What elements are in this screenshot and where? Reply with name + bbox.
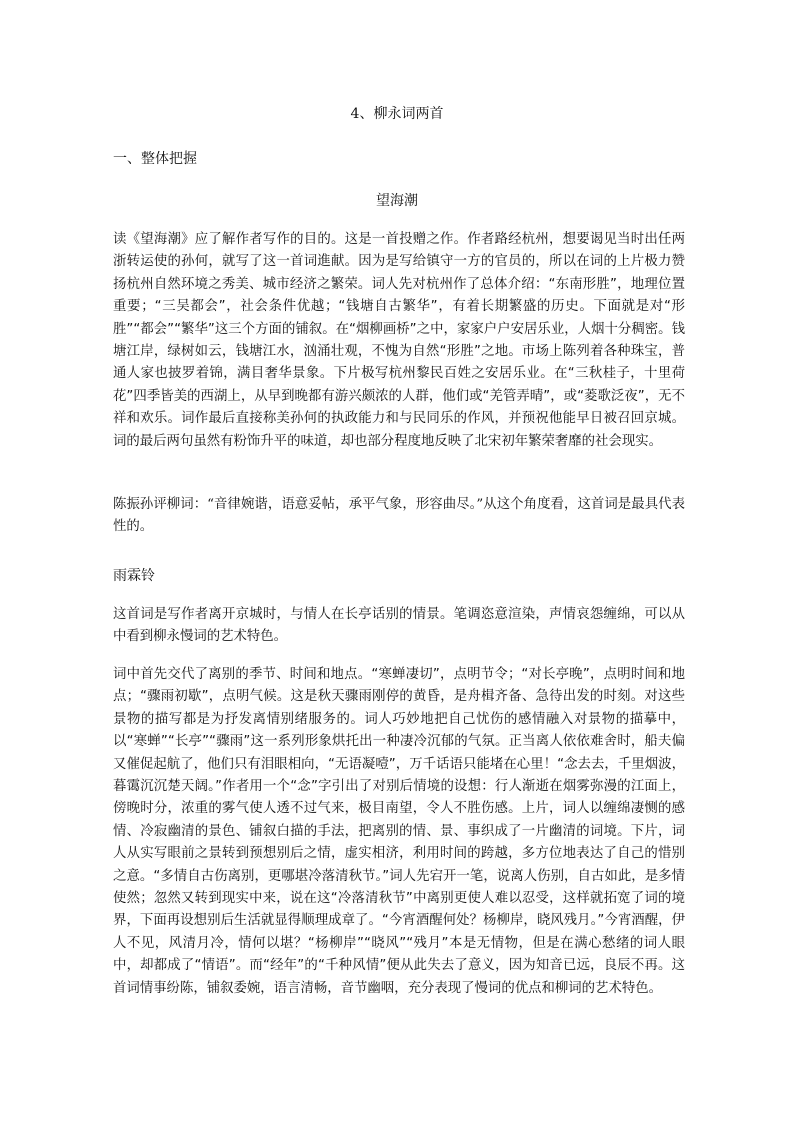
section-heading: 一、整体把握 bbox=[113, 151, 197, 167]
poem2-intro-paragraph: 这首词是写作者离开京城时，与情人在长亭话别的情景。笔调恣意渲染，声情哀怨缠绵，可以从中看到柳永慢词的艺术特色。 bbox=[113, 607, 685, 645]
poem2-analysis-paragraph: 词中首先交代了离别的季节、时间和地点。“寒蝉凄切”，点明节令；“对长亭晚”，点明时间和地点；“骤雨初歇”，点明气候。这是秋天骤雨刚停的黄昏，是舟楫齐备、急待出发的时刻。对这些景物的描写都是为抒发离情别绪服务的。词人巧妙地把自己忧伤的感情融入对景物的描摹中，以“寒蝉”“长亭”“骤雨”这一系列形象烘托出一种凄冷沉郁的气氛。正当离人依依难舍时，船夫偏又催促起航了，他们只有泪眼相向，“无语凝噎”，万千话语只能堵在心里！“念去去，千里烟波，暮霭沉沉楚天阔。”作者用一个“念”字引出了对别后情境的设想：行人渐逝在烟雾弥漫的江面上，傍晚时分，浓重的雾气使人透不过气来，极目南望，令人不胜伤感。上片，词人以缠绵凄恻的感情、冷寂幽清的景色、铺叙白描的手法，把离别的情、景、事织成了一片幽清的词境。下片，词人从实写眼前之景转到预想别后之情，虚实相济，利用时间的跨越，多方位地表达了自己的惜别之意。“多情自古伤离别，更哪堪冷落清秋节。”词人先宕开一笔，说离人伤别，自古如此，是多情使然；忽然又转到现实中来，说在这“冷落清秋节”中离别更使人难以忍受，这样就拓宽了词的境界，下面再设想别后生活就显得顺理成章了。“今宵酒醒何处？杨柳岸，晓风残月。”今宵酒醒，伊人不见，风清月冷，情何以堪？“杨柳岸”“晓风”“残月”本是无情物，但是在满心愁绪的词人眼中，却都成了“情语”。而“经年”的“千种风情”便从此失去了意义，因为知音已远，良辰不再。这首词情事纷陈，铺叙委婉，语言清畅，音节幽咽，充分表现了慢词的优点和柳词的艺术特色。 bbox=[113, 667, 685, 996]
critic-comment-paragraph: 陈振孙评柳词：“音律婉谐，语意妥帖，承平气象，形容曲尽。”从这个角度看，这首词是最具代表性的。 bbox=[113, 497, 685, 535]
poem1-title: 望海潮 bbox=[376, 193, 418, 209]
document-title: 4、柳永词两首 bbox=[350, 106, 444, 122]
poem2-title: 雨霖铃 bbox=[113, 568, 155, 584]
poem1-analysis-paragraph: 读《望海潮》应了解作者写作的目的。这是一首投赠之作。作者路经杭州，想要谒见当时出任两浙转运使的孙何，就写了这一首词進献。因为是写给镇守一方的官员的，所以在词的上片极力赞扬杭州自然环境之秀美、城市经济之繁荣。词人先对杭州作了总体介绍：“东南形胜”，地理位置重要；“三吴都会”，社会条件优越；“钱塘自古繁华”，有着长期繁盛的历史。下面就是对“形胜”“都会”“繁华”这三个方面的铺叙。在“烟柳画桥”之中，家家户户安居乐业，人烟十分稠密。钱塘江岸，绿树如云，钱塘江水，汹涌壮观，不愧为自然“形胜”之地。市场上陈列着各种珠宝，普通人家也披罗着锦，满目奢华景象。下片极写杭州黎民百姓之安居乐业。在“三秋桂子，十里荷花”四季皆美的西湖上，从早到晚都有游兴颇浓的人群，他们或“羌管弄晴”，或“菱歌泛夜”，无不祥和欢乐。词作最后直接称美孙何的执政能力和与民同乐的作风，并预祝他能早日被召回京城。词的最后两句虽然有粉饰升平的味道，却也部分程度地反映了北宋初年繁荣奢靡的社会现实。 bbox=[113, 232, 685, 449]
